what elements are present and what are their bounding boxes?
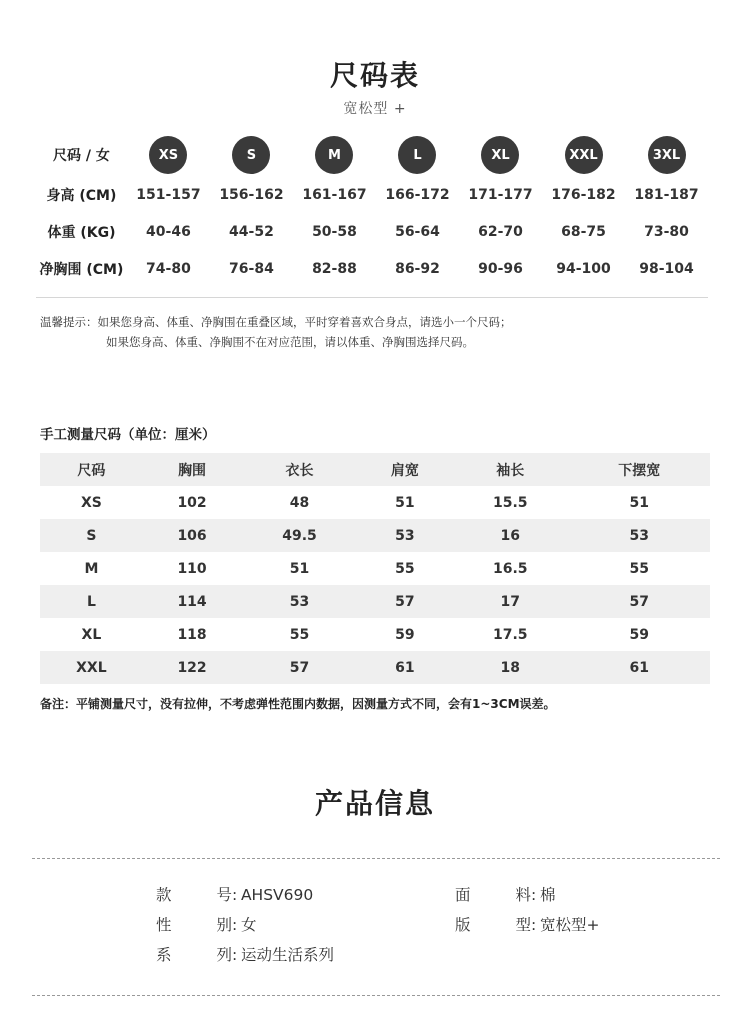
size-chart-subtitle: 宽松型 + (343, 101, 407, 117)
size-badge-xs: XS (149, 136, 187, 174)
table-cell: 56-64 (395, 223, 440, 240)
info-item-style-number: 款号: AHSV690 (156, 880, 334, 910)
column-header: 下摆宽 (618, 462, 661, 479)
tip-line: 如果您身高、体重、净胸围不在对应范围，请以体重、净胸围选择尺码。 (106, 335, 474, 349)
column-header: 袖长 (496, 462, 525, 479)
row-label: 体重 (KG) (47, 224, 116, 241)
table-cell: 16.5 (492, 560, 528, 577)
table-cell: 76-84 (229, 260, 274, 277)
info-key: 版型 (455, 916, 531, 934)
dashed-divider (32, 995, 720, 996)
table-cell: 171-177 (468, 186, 533, 203)
table-cell: 110 (177, 560, 207, 577)
table-cell: 161-167 (302, 186, 367, 203)
table-row (40, 486, 710, 519)
table-cell: 181-187 (634, 186, 699, 203)
table-cell: 166-172 (385, 186, 450, 203)
row-label: 净胸围 (CM) (39, 261, 124, 278)
row-label: 身高 (CM) (46, 187, 117, 204)
column-header: 肩宽 (390, 462, 419, 479)
table-cell: 74-80 (146, 260, 191, 277)
table-cell: 82-88 (312, 260, 357, 277)
table-cell: 17.5 (492, 626, 528, 643)
table-header-row (40, 453, 710, 486)
table-cell: 55 (629, 560, 649, 577)
column-header: 尺码 (77, 462, 106, 479)
table-cell: 53 (395, 527, 415, 544)
height-row (36, 176, 708, 213)
size-badge-3xl: 3XL (648, 136, 686, 174)
info-value: 棉 (539, 886, 556, 904)
table-cell: 62-70 (478, 223, 523, 240)
measurement-note: 备注：平铺测量尺寸，没有拉伸，不考虑弹性范围内数据，因测量方式不同，会有1~3CM误差。 (40, 697, 556, 711)
size-chart-title: 尺码表 (329, 59, 420, 92)
table-row (40, 552, 710, 585)
size-tips (40, 312, 512, 352)
table-cell: 106 (177, 527, 207, 544)
table-cell: 102 (177, 494, 207, 511)
table-cell: 151-157 (136, 186, 201, 203)
info-key: 系列 (156, 946, 232, 964)
weight-row (36, 213, 708, 250)
measurement-title: 手工测量尺码（单位：厘米） (40, 427, 216, 443)
info-key: 面料 (455, 886, 531, 904)
info-key: 款号 (156, 886, 232, 904)
table-cell: 59 (395, 626, 415, 643)
table-cell: 122 (177, 659, 207, 676)
product-info-left (156, 880, 334, 970)
table-cell: 73-80 (644, 223, 689, 240)
table-cell: 176-182 (551, 186, 616, 203)
table-cell: 51 (395, 494, 415, 511)
table-cell: 156-162 (219, 186, 284, 203)
size-badge-l: L (398, 136, 436, 174)
tip-line: 温馨提示：如果您身高、体重、净胸围在重叠区域，平时穿着喜欢合身点，请选小一个尺码； (40, 315, 512, 329)
table-cell: 44-52 (229, 223, 274, 240)
table-cell: 50-58 (312, 223, 357, 240)
table-cell: 53 (289, 593, 310, 610)
column-header: 衣长 (285, 462, 314, 479)
table-cell: 15.5 (492, 494, 528, 511)
table-cell: 55 (395, 560, 415, 577)
info-value: 宽松型+ (539, 916, 600, 934)
info-key: 性别 (156, 916, 232, 934)
table-cell: 18 (500, 659, 520, 676)
table-cell: 86-92 (395, 260, 440, 277)
product-info-right (455, 880, 599, 940)
table-cell: 16 (500, 527, 520, 544)
info-item-series: 系列: 运动生活系列 (156, 940, 334, 970)
table-cell: L (86, 593, 96, 610)
table-cell: 118 (177, 626, 207, 643)
table-row (40, 519, 710, 552)
table-cell: 55 (289, 626, 310, 643)
table-cell: XXL (76, 659, 107, 676)
size-badge-xl: XL (481, 136, 519, 174)
size-badge-s: S (232, 136, 270, 174)
table-cell: 40-46 (146, 223, 191, 240)
divider (36, 297, 708, 298)
size-badge-m: M (315, 136, 353, 174)
table-cell: S (86, 527, 97, 544)
info-value: AHSV690 (240, 886, 314, 904)
table-cell: 57 (395, 593, 415, 610)
table-cell: 90-96 (478, 260, 523, 277)
size-header-row (36, 134, 708, 176)
size-badge-xxl: XXL (565, 136, 603, 174)
table-cell: 94-100 (556, 260, 611, 277)
table-cell: XS (80, 494, 102, 511)
table-row (40, 651, 710, 684)
table-cell: 48 (289, 494, 310, 511)
table-cell: 51 (289, 560, 310, 577)
measurement-table (40, 453, 710, 684)
info-item-fit: 版型: 宽松型+ (455, 910, 599, 940)
table-cell: 57 (289, 659, 310, 676)
table-cell: 114 (177, 593, 207, 610)
table-cell: 68-75 (561, 223, 606, 240)
chest-row (36, 250, 708, 287)
table-cell: M (84, 560, 99, 577)
table-cell: 51 (629, 494, 649, 511)
table-cell: XL (81, 626, 102, 643)
table-cell: 59 (629, 626, 649, 643)
table-cell: 53 (629, 527, 649, 544)
table-cell: 57 (629, 593, 649, 610)
table-row (40, 618, 710, 651)
table-row (40, 585, 710, 618)
info-value: 女 (240, 916, 257, 934)
table-cell: 61 (629, 659, 649, 676)
table-cell: 17 (500, 593, 520, 610)
size-chart-table (36, 134, 708, 287)
table-cell: 49.5 (282, 527, 317, 544)
info-value: 运动生活系列 (240, 946, 334, 964)
info-item-gender: 性别: 女 (156, 910, 334, 940)
table-cell: 61 (395, 659, 415, 676)
column-header: 胸围 (178, 462, 207, 479)
size-header-label: 尺码 / 女 (53, 148, 110, 164)
product-info-title: 产品信息 (314, 787, 435, 820)
dashed-divider (32, 858, 720, 859)
info-item-fabric: 面料: 棉 (455, 880, 599, 910)
table-cell: 98-104 (639, 260, 694, 277)
